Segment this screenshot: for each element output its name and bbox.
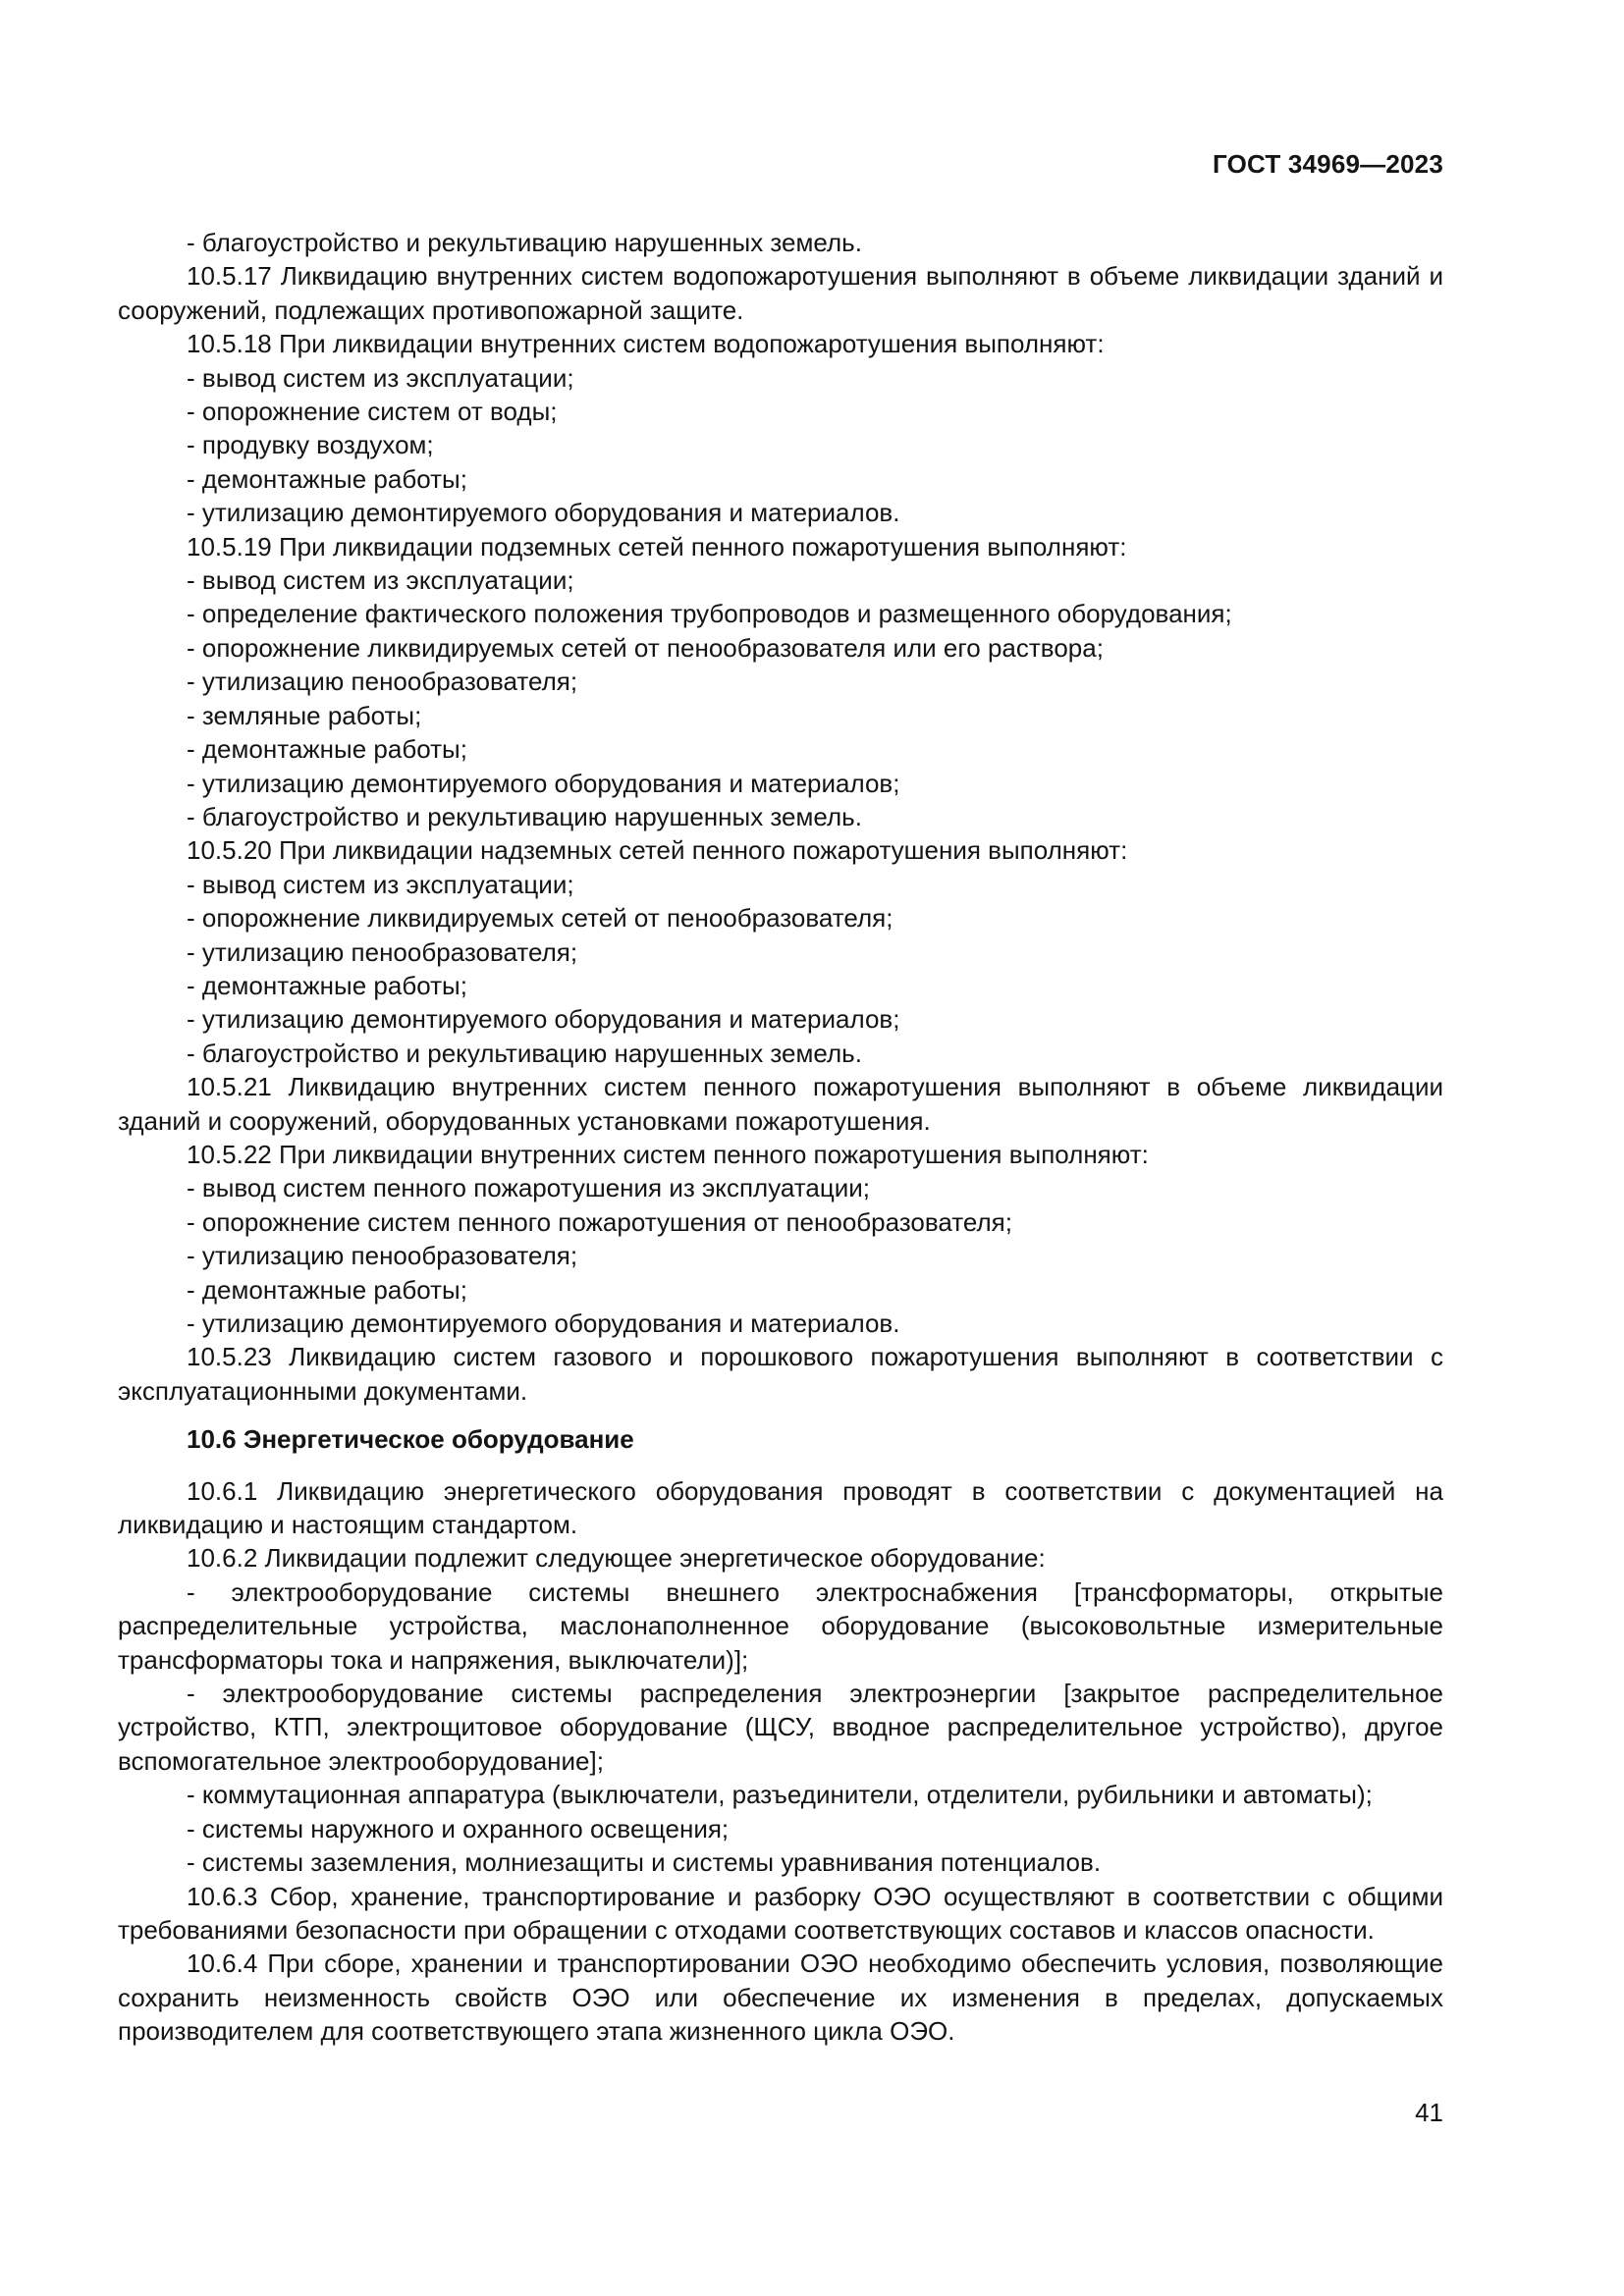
list-item: - коммутационная аппаратура (выключатели, разъединители, отделители, рубильники и автоматы); <box>187 1780 1373 1810</box>
list-item: - утилизацию пенообразователя; <box>187 667 578 697</box>
list-item: - утилизацию демонтируемого оборудования и материалов. <box>187 498 900 528</box>
page-number: 41 <box>1415 2098 1443 2127</box>
list-item: - вывод систем пенного пожаротушения из эксплуатации; <box>187 1173 871 1203</box>
list-item: - опорожнение ликвидируемых сетей от пенообразователя; <box>187 903 893 934</box>
list-item: - системы заземления, молниезащиты и системы уравнивания потенциалов. <box>187 1847 1102 1878</box>
list-item: - демонтажные работы; <box>187 463 467 494</box>
clause-10-6-2: 10.6.2 Ликвидации подлежит следующее энергетическое оборудование: <box>187 1543 1046 1574</box>
clause-10-5-20: 10.5.20 При ликвидации надземных сетей пенного пожаротушения выполняют: <box>187 835 1128 866</box>
list-item: - опорожнение ликвидируемых сетей от пенообразователя или его раствора; <box>187 632 1104 663</box>
list-item: - опорожнение систем пенного пожаротушения от пенообразователя; <box>187 1206 1012 1237</box>
list-item: - вывод систем из эксплуатации; <box>187 869 574 899</box>
list-item: - демонтажные работы; <box>187 1274 467 1305</box>
clause-10-5-17: 10.5.17 Ликвидацию внутренних систем водопожаротушения выполняют в объеме ликвидации зданий и сооружений, подлежащих противопожарной защите. <box>118 261 1443 325</box>
document-id-header: ГОСТ 34969—2023 <box>1213 149 1443 179</box>
list-item: - определение фактического положения трубопроводов и размещенного оборудования; <box>187 599 1232 629</box>
clause-10-6-4: 10.6.4 При сборе, хранении и транспортировании ОЭО необходимо обеспечить условия, позволяющие сохранить неизменность свойств ОЭО или обеспечение их изменения в пределах, допускаемых производителем для соответствующего этапа жизненного цикла ОЭО. <box>118 1949 1443 2047</box>
clause-10-5-18: 10.5.18 При ликвидации внутренних систем водопожаротушения выполняют: <box>187 329 1105 359</box>
list-item: - опорожнение систем от воды; <box>187 397 558 427</box>
list-item: - вывод систем из эксплуатации; <box>187 362 574 393</box>
list-item: - электрооборудование системы распределения электроэнергии [закрытое распределительное устройство, КТП, электрощитовое оборудование (ЩСУ, вводное распределительное устройство), другое вспомогательное электрооборудование]; <box>118 1679 1443 1776</box>
clause-10-5-23: 10.5.23 Ликвидацию систем газового и порошкового пожаротушения выполняют в соответствии с эксплуатационными документами. <box>118 1342 1443 1406</box>
list-item: - вывод систем из эксплуатации; <box>187 565 574 596</box>
list-item: - благоустройство и рекультивацию нарушенных земель. <box>187 228 862 257</box>
clause-10-6-3: 10.6.3 Сбор, хранение, транспортирование и разборку ОЭО осуществляют в соответствии с общими требованиями безопасности при обращении с отходами соответствующих составов и классов опасности. <box>118 1881 1443 1945</box>
clause-10-6-1: 10.6.1 Ликвидацию энергетического оборудования проводят в соответствии с документацией на ликвидацию и настоящим стандартом. <box>118 1475 1443 1540</box>
list-item: - утилизацию пенообразователя; <box>187 1241 578 1271</box>
list-item: - утилизацию пенообразователя; <box>187 936 578 967</box>
list-item: - системы наружного и охранного освещения; <box>187 1813 730 1843</box>
clause-10-5-22: 10.5.22 При ликвидации внутренних систем пенного пожаротушения выполняют: <box>187 1139 1149 1169</box>
list-item: - демонтажные работы; <box>187 970 467 1000</box>
list-item: - благоустройство и рекультивацию нарушенных земель. <box>187 1038 862 1068</box>
list-item: - продувку воздухом; <box>187 430 434 460</box>
document-body <box>118 226 1443 2049</box>
clause-10-5-21: 10.5.21 Ликвидацию внутренних систем пенного пожаротушения выполняют в объеме ликвидации зданий и сооружений, оборудованных установками пожаротушения. <box>118 1072 1443 1136</box>
list-item: - благоустройство и рекультивацию нарушенных земель. <box>187 801 862 831</box>
list-item: - утилизацию демонтируемого оборудования и материалов. <box>187 1308 900 1338</box>
section-heading-10-6: 10.6 Энергетическое оборудование <box>187 1424 634 1455</box>
clause-10-5-19: 10.5.19 При ликвидации подземных сетей пенного пожаротушения выполняют: <box>187 531 1127 561</box>
list-item: - утилизацию демонтируемого оборудования и материалов; <box>187 1004 900 1035</box>
list-item: - утилизацию демонтируемого оборудования и материалов; <box>187 768 900 798</box>
list-item: - земляные работы; <box>187 700 422 730</box>
list-item: - электрооборудование системы внешнего электроснабжения [трансформаторы, открытые распределительные устройства, маслонаполненное оборудование (высоковольтные измерительные трансформаторы тока и напряжения, выключатели)]; <box>118 1576 1443 1675</box>
list-item: - демонтажные работы; <box>187 734 467 765</box>
